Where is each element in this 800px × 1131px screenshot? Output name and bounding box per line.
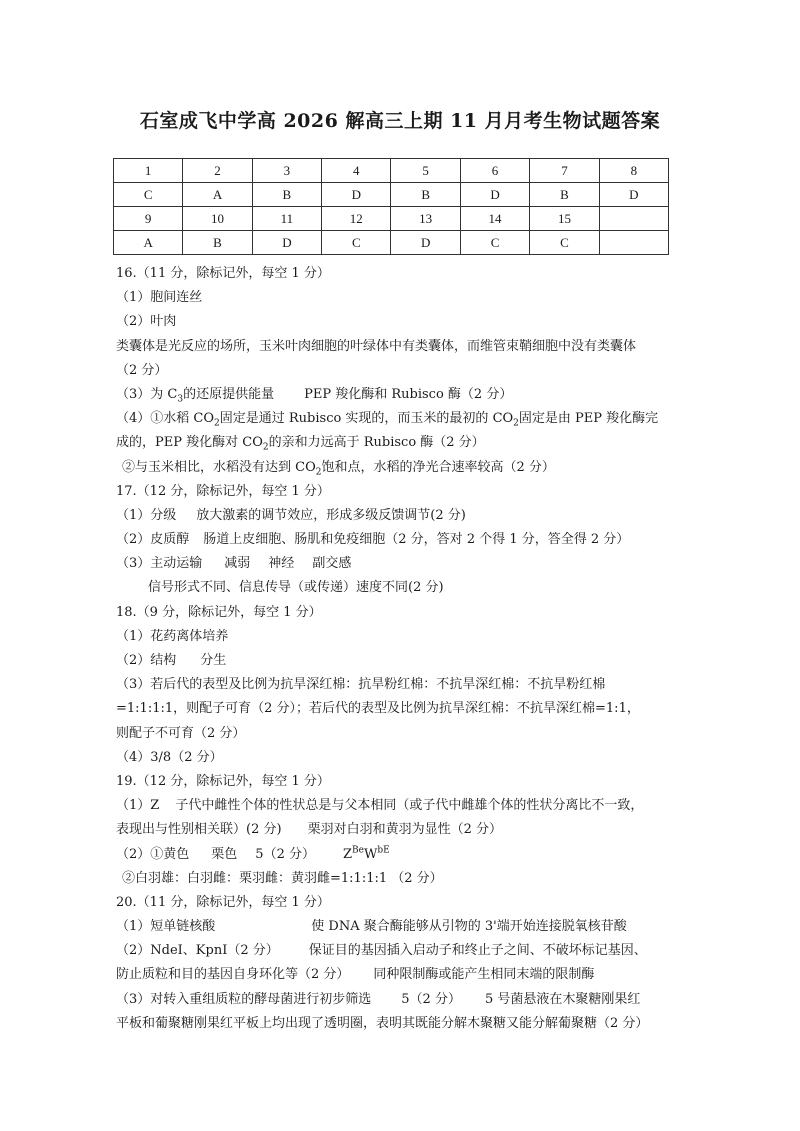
answer-table-cell: D — [252, 231, 321, 255]
answer-table-row — [114, 231, 669, 255]
q16-a3-sub: 3 — [177, 394, 184, 405]
q20-answer-2-line2 — [116, 963, 688, 987]
q17-answer-3 — [116, 552, 688, 576]
q16-a4-l1-a: （4）①水稻 CO — [116, 411, 215, 427]
q18-answer-3-line2: =1:1:1:1，则配子可育（2 分）；若后代的表型及比例为抗旱深红棉：不抗旱深红棉=1:1， — [116, 701, 640, 717]
q17-answer-3-line2 — [116, 576, 688, 600]
answer-table-cell: C — [114, 183, 183, 207]
q18-answer-1: （1）花药离体培养 — [116, 628, 229, 644]
q16-a4-l2-b: 的亲和力远高于 Rubisco 酶（2 分） — [268, 435, 485, 451]
q20-answer-3-line2: 平板和葡聚糖刚果红平板上均出现了透明圈，表明其既能分解木聚糖又能分解葡聚糖（2 分） — [116, 1015, 649, 1031]
q20-a1-a: （1）短单链核酸 — [116, 919, 216, 935]
q16-answer-4-line1 — [116, 407, 688, 431]
q20-answer-3 — [116, 988, 688, 1012]
q19-a1-a: （1）Z — [116, 798, 160, 814]
q19-a2-b: 栗色 — [211, 846, 238, 862]
answer-table-cell: 5 — [391, 159, 460, 183]
q16-answer-4-line2 — [116, 431, 688, 455]
q20-a2-b: 保证目的基因插入启动子和终止子之间、不破坏标记基因、 — [308, 943, 647, 959]
q16-a3-mid: 的还原提供能量 — [183, 386, 275, 402]
q17-a3-e: 信号形式不同、信息传导（或传递）速度不同(2 分) — [148, 580, 444, 596]
answer-table-cell: B — [252, 183, 321, 207]
q16-answer-3 — [116, 383, 688, 407]
q20-header: 20.（11 分，除标记外，每空 1 分） — [116, 894, 330, 910]
answer-table-cell: B — [183, 231, 252, 255]
q18-answer-2 — [116, 649, 688, 673]
answer-table-cell: C — [322, 231, 391, 255]
q17-a2-a: （2）皮质醇 — [116, 532, 190, 548]
q17-a1-b: 放大激素的调节效应，形成多级反馈调节(2 分) — [196, 507, 466, 523]
q19-genotype-z-sup: Be — [352, 845, 364, 856]
q19-genotype-w: W — [363, 846, 378, 862]
q20-a2-l2-b: 同种限制酶或能产生相同末端的限制酶 — [373, 967, 595, 983]
answer-table-cell: B — [530, 183, 599, 207]
answer-table-cell — [599, 231, 668, 255]
answer-table-row — [114, 183, 669, 207]
answer-table-cell: 6 — [460, 159, 529, 183]
answer-table-cell: B — [391, 183, 460, 207]
answer-table-cell: 11 — [252, 207, 321, 231]
answer-body — [116, 262, 688, 1036]
answer-table-cell: 4 — [322, 159, 391, 183]
q20-a2-a: （2）NdeI、KpnI（2 分） — [116, 943, 279, 959]
answer-table-cell: A — [114, 231, 183, 255]
answer-table-cell: C — [460, 231, 529, 255]
answer-table-cell: 2 — [183, 159, 252, 183]
answer-table-cell: D — [460, 183, 529, 207]
q20-answer-1 — [116, 915, 688, 939]
q16-a4-l3-b: 饱和点，水稻的净光合速率较高（2 分） — [321, 459, 555, 475]
q19-genotype — [343, 847, 390, 862]
q18-answer-3-line1: （3）若后代的表型及比例为抗旱深红棉：抗旱粉红棉：不抗旱深红棉：不抗旱粉红棉 — [116, 677, 606, 693]
q19-answer-2 — [116, 843, 688, 867]
q18-header: 18.（9 分，除标记外，每空 1 分） — [116, 604, 322, 620]
q18-answer-4: （4）3/8（2 分） — [116, 749, 223, 765]
answer-table-cell: 10 — [183, 207, 252, 231]
answer-table-cell: A — [183, 183, 252, 207]
q19-a2-a: （2）①黄色 — [116, 846, 190, 862]
answer-table-cell: 13 — [391, 207, 460, 231]
q19-answer-1-line2 — [116, 818, 688, 842]
q16-a3-post: PEP 羧化酶和 Rubisco 酶（2 分） — [304, 386, 513, 402]
answer-table-cell — [599, 207, 668, 231]
q16-answer-2: （2）叶肉 — [116, 314, 177, 330]
q16-answer-1: （1）胞间连丝 — [116, 290, 203, 306]
answer-table-cell: D — [322, 183, 391, 207]
q19-genotype-z: Z — [342, 846, 353, 862]
q16-a4-l1-sub2: 2 — [513, 418, 519, 429]
q19-a1-b: 子代中雌性个体的性状总是与父本相同（或子代中雌雄个体的性状分离比不一致， — [175, 798, 644, 814]
q19-a2-c: 5（2 分） — [255, 846, 315, 862]
q17-a1-a: （1）分级 — [116, 507, 177, 523]
answer-table-row — [114, 207, 669, 231]
answer-table-cell: 3 — [252, 159, 321, 183]
answer-table-cell: D — [391, 231, 460, 255]
q16-a4-l1-sub1: 2 — [214, 418, 220, 429]
q17-a3-c: 神经 — [268, 556, 295, 572]
q16-a4-l2-a: 成的，PEP 羧化酶对 CO — [116, 435, 263, 451]
q16-answer-4-line3 — [116, 456, 688, 480]
answer-table-cell: 9 — [114, 207, 183, 231]
answer-table-cell: C — [530, 231, 599, 255]
q16-answer-2-score: （2 分） — [116, 362, 168, 378]
q19-a1-l2-b: 栗羽对白羽和黄羽为显性（2 分） — [307, 822, 502, 838]
q16-a4-l3-a: ②与玉米相比，水稻没有达到 CO — [122, 459, 316, 475]
q19-a2-l2: ②白羽雄：白羽雌：栗羽雌：黄羽雌=1:1:1:1 （2 分） — [122, 870, 443, 886]
q20-a3-c: 5 号菌悬液在木聚糖刚果红 — [484, 991, 641, 1007]
q20-a3-b: 5（2 分） — [401, 991, 461, 1007]
answer-table-cell: 7 — [530, 159, 599, 183]
answer-table-cell: 14 — [460, 207, 529, 231]
q18-a2-a: （2）结构 — [116, 653, 177, 668]
q17-a3-a: （3）主动运输 — [116, 556, 203, 572]
q19-answer-1 — [116, 794, 688, 818]
q16-a4-l1-c: 固定是由 PEP 羧化酶完 — [518, 411, 659, 427]
q20-answer-2 — [116, 939, 688, 963]
q20-a1-b: 使 DNA 聚合酶能够从引物的 3'端开始连接脱氧核苷酸 — [311, 919, 627, 935]
q20-a2-l2-a: 防止质粒和目的基因自身环化等（2 分） — [116, 967, 350, 983]
answer-table-cell: 8 — [599, 159, 668, 183]
q16-a4-l3-sub: 2 — [315, 467, 322, 478]
q16-header: 16.（11 分，除标记外，每空 1 分） — [116, 266, 330, 281]
q17-a2-b: 肠道上皮细胞、肠肌和免疫细胞（2 分，答对 2 个得 1 分，答全得 2 分） — [203, 532, 630, 548]
answer-table-cell: 1 — [114, 159, 183, 183]
q19-header: 19.（12 分，除标记外，每空 1 分） — [116, 773, 330, 789]
q16-a3-pre: （3）为 C — [116, 386, 178, 402]
answer-table-cell: D — [599, 183, 668, 207]
q17-a3-b: 减弱 — [224, 556, 251, 572]
q16-answer-2-explanation: 类囊体是光反应的场所，玉米叶肉细胞的叶绿体中有类囊体，而维管束鞘细胞中没有类囊体 — [116, 338, 637, 354]
q16-a4-l2-sub: 2 — [262, 442, 269, 453]
answer-table-cell: 12 — [322, 207, 391, 231]
q17-header: 17.（12 分，除标记外，每空 1 分） — [116, 483, 330, 499]
q20-a3-a: （3）对转入重组质粒的酵母菌进行初步筛选 — [116, 991, 372, 1007]
q19-answer-2-line2 — [116, 867, 688, 891]
q17-answer-2 — [116, 528, 688, 552]
page-title: 石室成飞中学高 2026 解高三上期 11 月月考生物试题答案 — [139, 110, 661, 132]
q19-genotype-w-sup: bE — [377, 845, 390, 856]
q17-a3-d: 副交感 — [312, 556, 352, 572]
q18-answer-3-line3: 则配子不可育（2 分） — [116, 725, 246, 741]
q16-a4-l1-b: 固定是通过 Rubisco 实现的，而玉米的最初的 CO — [219, 411, 514, 427]
answer-table-row — [114, 159, 669, 183]
q17-answer-1 — [116, 504, 688, 528]
answer-table-cell: 15 — [530, 207, 599, 231]
q19-a1-l2-a: 表现出与性别相关联）(2 分) — [116, 822, 282, 838]
answer-table — [113, 158, 669, 255]
q18-a2-b: 分生 — [200, 653, 227, 668]
